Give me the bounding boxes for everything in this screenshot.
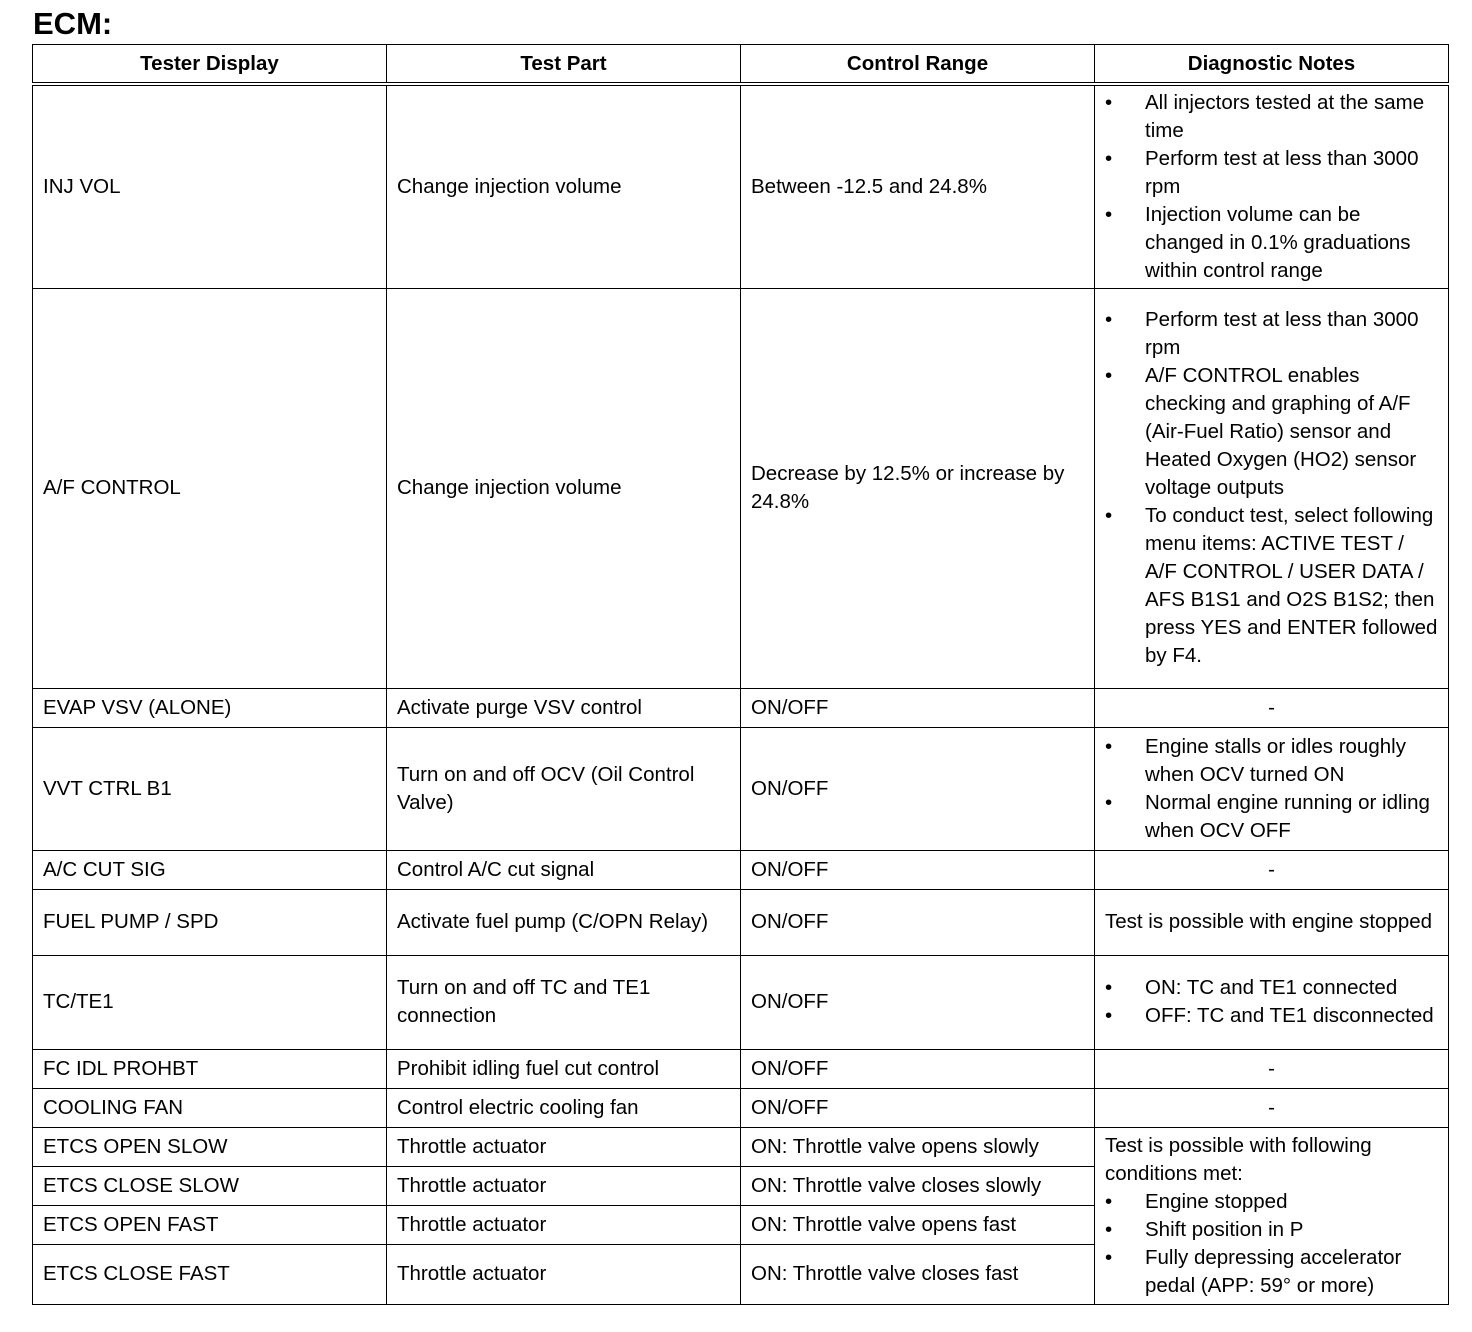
- tester-display-cell: A/F CONTROL: [33, 288, 387, 688]
- table-row: [33, 850, 1449, 889]
- test-part-cell: Change injection volume: [387, 84, 741, 288]
- note-item: • Normal engine running or idling when OCV OFF: [1105, 789, 1438, 845]
- diagnostic-notes-cell: -: [1095, 688, 1449, 727]
- test-part-cell: Change injection volume: [387, 288, 741, 688]
- control-range-cell: ON/OFF: [741, 850, 1095, 889]
- tester-display-cell: FUEL PUMP / SPD: [33, 889, 387, 955]
- test-part-cell: Throttle actuator: [387, 1244, 741, 1304]
- note-item: • ON: TC and TE1 connected: [1105, 974, 1438, 1002]
- note-item: • OFF: TC and TE1 disconnected: [1105, 1002, 1438, 1030]
- control-range-cell: Decrease by 12.5% or increase by 24.8%: [741, 288, 1095, 688]
- note-item: • Engine stopped: [1105, 1188, 1438, 1216]
- control-range-cell: Between -12.5 and 24.8%: [741, 84, 1095, 288]
- tester-display-cell: INJ VOL: [33, 84, 387, 288]
- section-title: ECM:: [33, 6, 113, 41]
- control-range-cell: ON/OFF: [741, 688, 1095, 727]
- tester-display-cell: A/C CUT SIG: [33, 850, 387, 889]
- control-range-cell: ON: Throttle valve closes slowly: [741, 1166, 1095, 1205]
- table-row: [33, 727, 1449, 850]
- test-part-cell: Control A/C cut signal: [387, 850, 741, 889]
- notes-list: [1105, 733, 1438, 845]
- table-row: [33, 84, 1449, 288]
- table-row: [33, 889, 1449, 955]
- etcs-diagnostic-notes-cell: [1095, 1127, 1449, 1304]
- notes-list: [1105, 306, 1438, 670]
- test-part-cell: Activate fuel pump (C/OPN Relay): [387, 889, 741, 955]
- note-item: • A/F CONTROL enables checking and graphing of A/F (Air-Fuel Ratio) sensor and Heated Oxygen (HO2) sensor voltage outputs: [1105, 362, 1438, 502]
- control-range-cell: ON/OFF: [741, 1088, 1095, 1127]
- control-range-cell: ON/OFF: [741, 1049, 1095, 1088]
- tester-display-cell: ETCS CLOSE FAST: [33, 1244, 387, 1304]
- tester-display-cell: EVAP VSV (ALONE): [33, 688, 387, 727]
- diagnostic-notes-cell: -: [1095, 850, 1449, 889]
- diagnostic-notes-cell: Test is possible with engine stopped: [1095, 889, 1449, 955]
- test-part-cell: Throttle actuator: [387, 1166, 741, 1205]
- control-range-cell: ON/OFF: [741, 889, 1095, 955]
- notes-list: [1105, 89, 1438, 285]
- test-part-cell: Turn on and off OCV (Oil Control Valve): [387, 727, 741, 850]
- test-part-cell: Activate purge VSV control: [387, 688, 741, 727]
- header-test-part: Test Part: [387, 45, 741, 85]
- control-range-cell: ON/OFF: [741, 727, 1095, 850]
- diagnostic-notes-cell: [1095, 727, 1449, 850]
- note-item: • Perform test at less than 3000 rpm: [1105, 306, 1438, 362]
- tester-display-cell: VVT CTRL B1: [33, 727, 387, 850]
- control-range-cell: ON: Throttle valve closes fast: [741, 1244, 1095, 1304]
- table-row: [33, 288, 1449, 688]
- notes-list: [1105, 1188, 1438, 1300]
- table-row: [33, 1049, 1449, 1088]
- diagnostic-notes-cell: [1095, 288, 1449, 688]
- tester-display-cell: COOLING FAN: [33, 1088, 387, 1127]
- tester-display-cell: TC/TE1: [33, 955, 387, 1049]
- test-part-cell: Turn on and off TC and TE1 connection: [387, 955, 741, 1049]
- note-item: • All injectors tested at the same time: [1105, 89, 1438, 145]
- notes-list: [1105, 974, 1438, 1030]
- ecm-active-test-table: [32, 44, 1449, 1305]
- etcs-notes-intro: Test is possible with following conditions met:: [1105, 1133, 1372, 1185]
- table-row: [33, 1088, 1449, 1127]
- test-part-cell: Prohibit idling fuel cut control: [387, 1049, 741, 1088]
- table-row: [33, 688, 1449, 727]
- diagnostic-notes-cell: -: [1095, 1088, 1449, 1127]
- tester-display-cell: ETCS OPEN SLOW: [33, 1127, 387, 1166]
- control-range-cell: ON: Throttle valve opens fast: [741, 1205, 1095, 1244]
- note-item: • Engine stalls or idles roughly when OCV turned ON: [1105, 733, 1438, 789]
- diagnostic-notes-cell: -: [1095, 1049, 1449, 1088]
- tester-display-cell: ETCS CLOSE SLOW: [33, 1166, 387, 1205]
- test-part-cell: Throttle actuator: [387, 1205, 741, 1244]
- note-item: • Perform test at less than 3000 rpm: [1105, 145, 1438, 201]
- tester-display-cell: FC IDL PROHBT: [33, 1049, 387, 1088]
- control-range-cell: ON: Throttle valve opens slowly: [741, 1127, 1095, 1166]
- note-item: • Shift position in P: [1105, 1216, 1438, 1244]
- test-part-cell: Control electric cooling fan: [387, 1088, 741, 1127]
- control-range-cell: ON/OFF: [741, 955, 1095, 1049]
- note-item: • Fully depressing accelerator pedal (APP: 59° or more): [1105, 1244, 1438, 1300]
- test-part-cell: Throttle actuator: [387, 1127, 741, 1166]
- header-row: [33, 45, 1449, 85]
- tester-display-cell: ETCS OPEN FAST: [33, 1205, 387, 1244]
- diagnostic-notes-cell: [1095, 84, 1449, 288]
- table-row: [33, 1127, 1449, 1166]
- header-control-range: Control Range: [741, 45, 1095, 85]
- diagnostic-notes-cell: [1095, 955, 1449, 1049]
- header-tester-display: Tester Display: [33, 45, 387, 85]
- table-row: [33, 955, 1449, 1049]
- header-diagnostic-notes: Diagnostic Notes: [1095, 45, 1449, 85]
- note-item: • To conduct test, select following menu items: ACTIVE TEST / A/F CONTROL / USER DATA / AFS B1S1 and O2S B1S2; then press YES and ENTER followed by F4.: [1105, 502, 1438, 670]
- note-item: • Injection volume can be changed in 0.1% graduations within control range: [1105, 201, 1438, 285]
